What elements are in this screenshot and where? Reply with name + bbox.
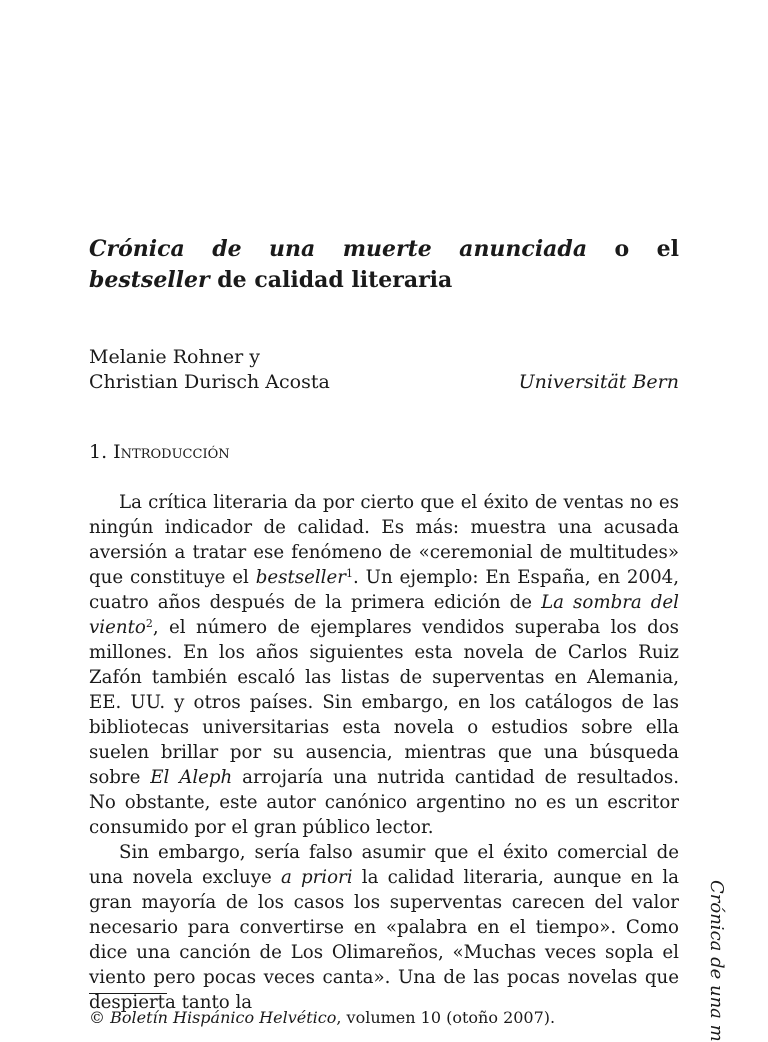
footnote-ref-2[interactable]: 2: [145, 617, 153, 630]
section-number: 1.: [89, 441, 114, 463]
p1-italic-bestseller: bestseller: [255, 567, 346, 588]
copyright-symbol: ©: [89, 1008, 111, 1027]
article-title: [89, 234, 679, 296]
journal-volume: , volumen 10 (otoño 2007).: [336, 1008, 556, 1027]
p1-text-4: arrojaría una nutrida cantidad de resultados. No obstante, este autor canónico argentino no es un escritor consumido por el gran público lector.: [89, 767, 680, 838]
journal-name: Boletín Hispánico Helvético: [110, 1008, 337, 1027]
affiliation: Universität Bern: [518, 371, 679, 393]
p2-italic-apriori: a priori: [280, 867, 353, 888]
author-line-2: [89, 370, 679, 395]
p1-text-3: , el número de ejemplares vendidos superaba los dos millones. En los años siguientes esta novela de Carlos Ruiz Zafón también escaló las listas de superventas en Alemania, EE. UU. y otros países. Sin embargo, en los catálogos de las bibliotecas universitarias esta novela o estudios sobre ella suelen brillar por su ausencia, mientras que una búsqueda sobre: [89, 617, 679, 788]
paragraph-2: [89, 840, 679, 1015]
paragraph-1: [89, 490, 679, 840]
footnote-ref-1[interactable]: 1: [345, 567, 353, 580]
section-title: Introducción: [113, 441, 230, 463]
author-block: [89, 345, 679, 395]
title-ending: de calidad literaria: [209, 267, 453, 293]
footnote-divider: [89, 993, 167, 994]
p1-text-1: La crítica literaria da por cierto que el éxito de ventas no es ningún indicador de calidad. Es más: muestra una acusada aversión a tratar ese fenómeno de «ceremonial de multitudes» que constituye el: [89, 492, 679, 588]
p1-italic-aleph: El Aleph: [150, 767, 233, 788]
p1-text-2: . Un ejemplo: En España, en 2004, cuatro años después de la primera edición de: [89, 567, 679, 613]
author-line-1: Melanie Rohner y: [89, 346, 261, 368]
body-text: [89, 490, 679, 1015]
running-head: Crónica de una m: [706, 880, 727, 1042]
title-connector: o el: [587, 236, 679, 262]
p2-text-1: Sin embargo, sería falso asumir que el éxito comercial de una novela excluye: [89, 842, 679, 888]
copyright-line: [89, 1008, 555, 1028]
p2-text-2: la calidad literaria, aunque en la gran mayoría de los casos los superventas carecen del valor necesario para convertirse en «palabra en el tiempo». Como dice una canción de Los Olimareños, «Muchas veces sopla el viento pero pocas veces canta». Una de las pocas novelas que despierta tanto la: [89, 867, 679, 1013]
title-italic-bestseller: bestseller: [89, 267, 210, 293]
section-heading: [89, 440, 230, 465]
title-italic-book: Crónica de una muerte anunciada: [89, 236, 588, 262]
author-name-2: Christian Durisch Acosta: [89, 371, 330, 393]
p1-italic-sombra: La sombra del viento: [89, 592, 679, 638]
